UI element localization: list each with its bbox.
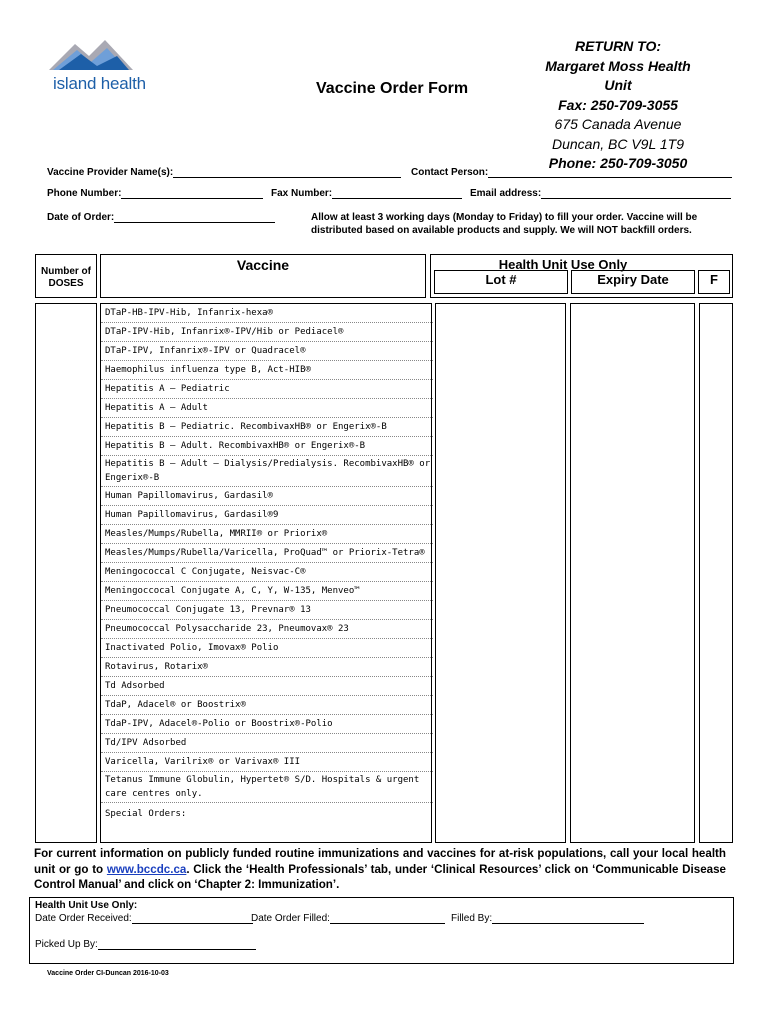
filled-by-label: Filled By: bbox=[451, 913, 493, 924]
bccdc-link[interactable]: www.bccdc.ca bbox=[106, 862, 187, 876]
email-label: Email address: bbox=[470, 188, 542, 199]
date-line[interactable] bbox=[114, 211, 275, 223]
filled-by-field[interactable] bbox=[451, 912, 644, 924]
vaccine-row: Hepatitis B – Adult – Dialysis/Predialysis. RecombivaxHB® or Engerix®-B bbox=[101, 456, 433, 487]
expiry-column[interactable] bbox=[570, 303, 695, 843]
lot-column[interactable] bbox=[435, 303, 566, 843]
phone-line[interactable] bbox=[121, 187, 263, 199]
return-org: Margaret Moss Health Unit bbox=[545, 57, 691, 93]
filled-label: Date Order Filled: bbox=[251, 913, 330, 924]
island-health-logo bbox=[47, 36, 147, 96]
vaccine-row: DTaP-IPV-Hib, Infanrix®-IPV/Hib or Pediacel® bbox=[101, 323, 433, 342]
filled-by-line[interactable] bbox=[492, 912, 644, 924]
hu-header: Health Unit Use Only bbox=[498, 257, 628, 272]
vaccine-row: DTaP-HB-IPV-Hib, Infanrix-hexa® bbox=[101, 304, 433, 323]
form-title: Vaccine Order Form bbox=[316, 80, 469, 97]
vaccine-row: Meningoccocal Conjugate A, C, Y, W-135, Menveo™ bbox=[101, 582, 433, 601]
return-heading: RETURN TO: bbox=[574, 38, 662, 54]
info-note bbox=[34, 846, 726, 893]
provider-field[interactable] bbox=[47, 166, 401, 178]
mountain-logo-icon bbox=[47, 36, 147, 76]
vaccine-row: Varicella, Varilrix® or Varivax® III bbox=[101, 753, 433, 772]
form-footer: Vaccine Order CI-Duncan 2016-10-03 bbox=[47, 970, 169, 977]
received-line[interactable] bbox=[132, 912, 253, 924]
picked-up-label: Picked Up By: bbox=[35, 939, 98, 950]
phone-field[interactable] bbox=[47, 187, 263, 199]
vaccine-row: Pneumococcal Conjugate 13, Prevnar® 13 bbox=[101, 601, 433, 620]
contact-field[interactable] bbox=[411, 166, 732, 178]
logo-text: island health bbox=[53, 74, 146, 93]
return-address-line2: Duncan, BC V9L 1T9 bbox=[551, 135, 685, 152]
vaccine-header: Vaccine bbox=[236, 257, 290, 273]
vaccine-row: Pneumococcal Polysaccharide 23, Pneumovax® 23 bbox=[101, 620, 433, 639]
vaccine-row: Meningococcal C Conjugate, Neisvac-C® bbox=[101, 563, 433, 582]
vaccine-row: Rotavirus, Rotarix® bbox=[101, 658, 433, 677]
vaccine-row: Hepatitis B – Pediatric. RecombivaxHB® or Engerix®-B bbox=[101, 418, 433, 437]
vaccine-row: Hepatitis A – Adult bbox=[101, 399, 433, 418]
picked-up-field[interactable] bbox=[35, 938, 256, 950]
vaccine-row: Haemophilus influenza type B, Act-HIB® bbox=[101, 361, 433, 380]
vaccine-row: Hepatitis A – Pediatric bbox=[101, 380, 433, 399]
fax-label: Fax Number: bbox=[271, 188, 333, 199]
vaccine-row: Human Papillomavirus, Gardasil® bbox=[101, 487, 433, 506]
doses-header: Number of DOSES bbox=[41, 266, 91, 289]
lot-header: Lot # bbox=[485, 272, 517, 287]
info-text-after: . Click the ‘Health Professionals’ tab, under ‘Clinical Resources’ click on ‘Communicable Disease Control Manual’ and click on ‘Chapter 2: Immunization’. bbox=[34, 862, 726, 891]
return-fax: Fax: 250-709-3055 bbox=[558, 96, 678, 113]
vaccine-row: Td/IPV Adsorbed bbox=[101, 734, 433, 753]
return-address bbox=[530, 37, 706, 174]
vaccine-row: TdaP-IPV, Adacel®-Polio or Boostrix®-Polio bbox=[101, 715, 433, 734]
contact-line[interactable] bbox=[488, 166, 732, 178]
vaccine-row: Human Papillomavirus, Gardasil®9 bbox=[101, 506, 433, 525]
vaccine-row: Measles/Mumps/Rubella, MMRII® or Priorix® bbox=[101, 525, 433, 544]
vaccine-row: Inactivated Polio, Imovax® Polio bbox=[101, 639, 433, 658]
vaccine-row: DTaP-IPV, Infanrix®-IPV or Quadracel® bbox=[101, 342, 433, 361]
received-field[interactable] bbox=[35, 912, 253, 924]
hu-use-title: Health Unit Use Only: bbox=[35, 900, 138, 911]
date-label: Date of Order: bbox=[47, 212, 115, 223]
return-address-line1: 675 Canada Avenue bbox=[554, 116, 682, 132]
f-column[interactable] bbox=[699, 303, 733, 843]
email-line[interactable] bbox=[541, 187, 731, 199]
phone-label: Phone Number: bbox=[47, 188, 122, 199]
provider-label: Vaccine Provider Name(s): bbox=[47, 167, 174, 178]
date-field[interactable] bbox=[47, 211, 275, 223]
info-text-before: For current information on publicly funded routine immunizations and vaccines for at-risk populations, call your local health unit or go to bbox=[34, 847, 726, 876]
vaccine-row: Tetanus Immune Globulin, Hypertet® S/D. Hospitals & urgent care centres only. bbox=[101, 772, 433, 803]
vaccine-column bbox=[100, 303, 432, 843]
vaccine-row: Hepatitis B – Adult. RecombivaxHB® or Engerix®-B bbox=[101, 437, 433, 456]
provider-line[interactable] bbox=[173, 166, 401, 178]
fax-field[interactable] bbox=[271, 187, 462, 199]
fax-line[interactable] bbox=[332, 187, 462, 199]
vaccine-row: Special Orders: bbox=[105, 809, 187, 819]
vaccine-row: TdaP, Adacel® or Boostrix® bbox=[101, 696, 433, 715]
doses-column[interactable] bbox=[35, 303, 97, 843]
order-notice: Allow at least 3 working days (Monday to Friday) to fill your order. Vaccine will be distributed based on available products and supply. We will NOT backfill orders. bbox=[311, 212, 698, 236]
f-header: F bbox=[710, 272, 718, 287]
filled-line[interactable] bbox=[330, 912, 445, 924]
contact-label: Contact Person: bbox=[411, 167, 489, 178]
vaccine-row: Td Adsorbed bbox=[101, 677, 433, 696]
return-phone: Phone: 250-709-3050 bbox=[548, 155, 688, 171]
email-field[interactable] bbox=[470, 187, 731, 199]
vaccine-table bbox=[35, 303, 733, 843]
received-label: Date Order Received: bbox=[35, 913, 132, 924]
expiry-header: Expiry Date bbox=[597, 272, 669, 287]
vaccine-row: Measles/Mumps/Rubella/Varicella, ProQuad™ or Priorix-Tetra® bbox=[101, 544, 433, 563]
filled-field[interactable] bbox=[251, 912, 445, 924]
picked-up-line[interactable] bbox=[98, 938, 256, 950]
